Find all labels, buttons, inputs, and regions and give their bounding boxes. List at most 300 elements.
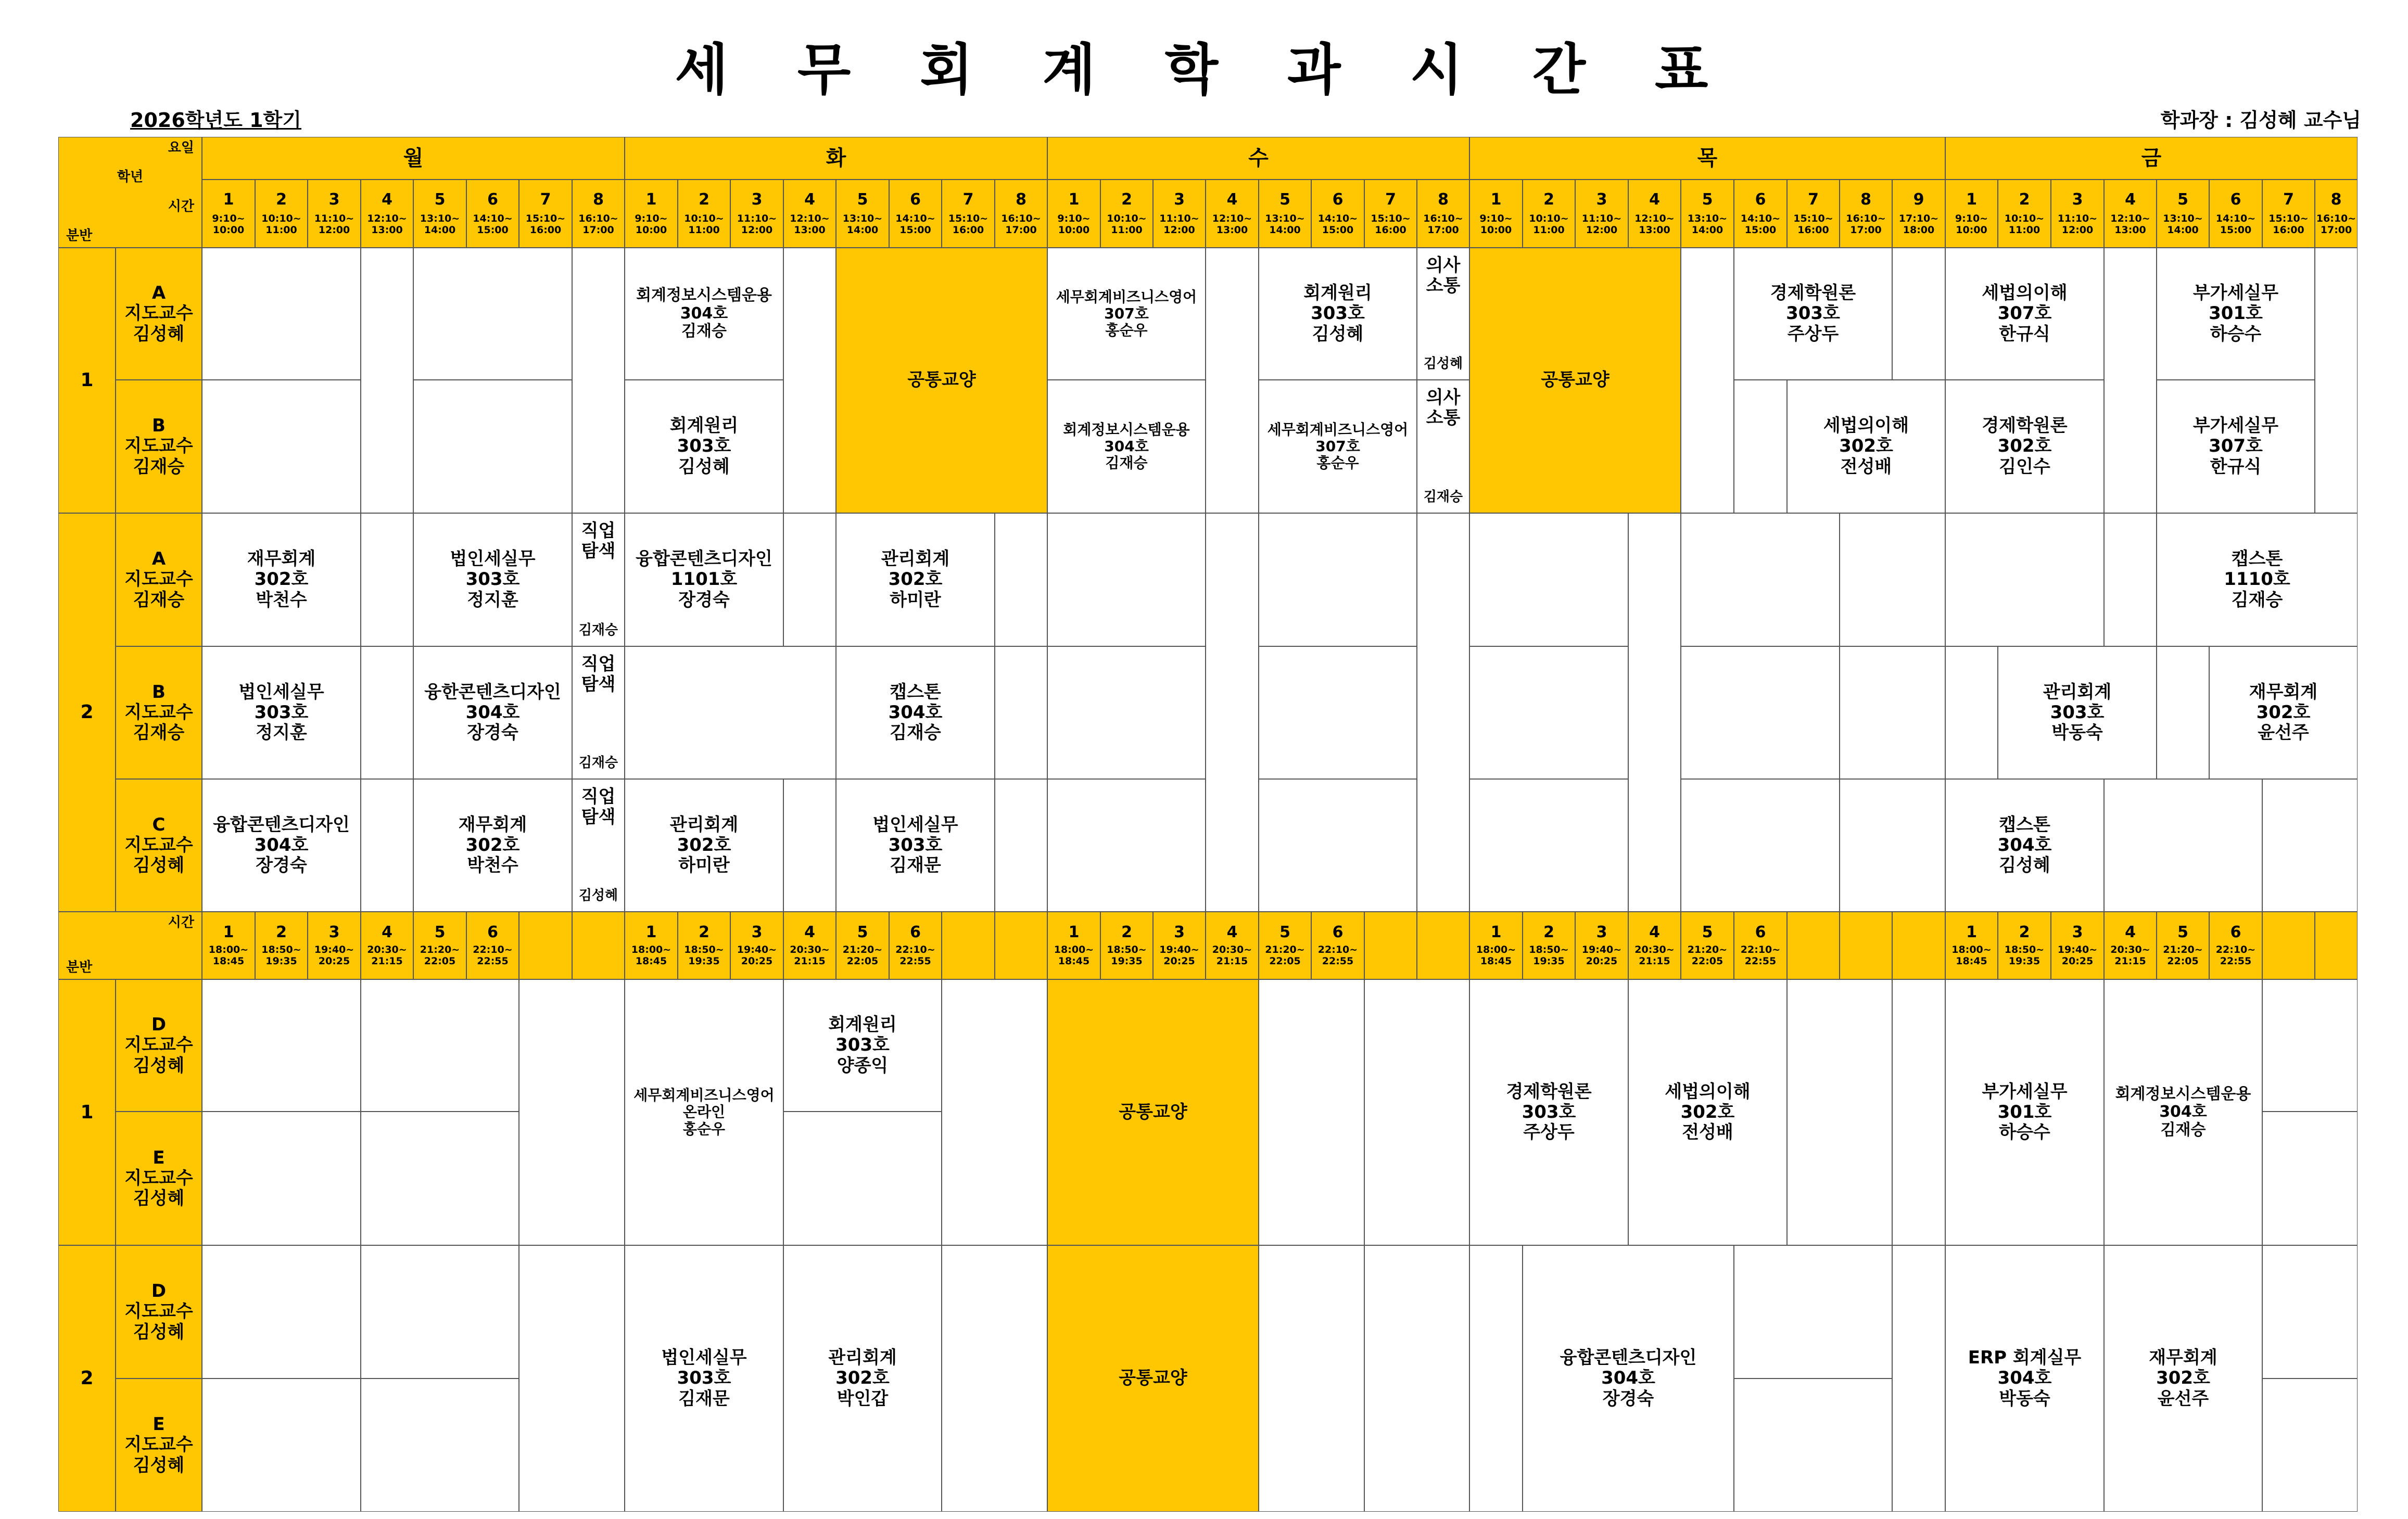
period-end-time: 10:00 [1956,224,1987,236]
course-name: 재무회계 [2249,681,2318,703]
course-professor: 하승수 [2210,323,2262,344]
empty-cell [572,248,625,513]
course-professor: 김성혜 [678,456,730,477]
period-start-time: 18:00~ [208,944,249,956]
period-end-time: 22:55 [2220,955,2252,967]
empty-cell [1734,1378,1892,1512]
course-room: 303호 [465,569,520,590]
period-start-time: 9:10~ [1955,212,1988,224]
period-end-time: 18:45 [1058,955,1090,967]
period-end-time: 21:15 [794,955,826,967]
night-period-header [2051,912,2104,979]
period-end-time: 12:00 [2061,224,2094,236]
period-number: 4 [1649,190,1660,209]
empty-cell [202,248,361,380]
course-name: 관리회계 [669,814,739,835]
period-start-time: 19:40~ [1581,944,1622,956]
period-number: 5 [434,923,446,941]
course-professor: 김재승 [578,622,618,639]
course-cell [2157,380,2315,513]
course-cell [202,646,361,779]
night-period-header [1998,912,2051,979]
course-professor: 전성배 [1682,1122,1733,1143]
night-corner-header [58,912,202,979]
period-end-time: 12:00 [318,224,350,236]
period-header [1681,180,1734,248]
course-professor: 홍순우 [1105,322,1148,339]
period-end-time: 22:55 [1322,955,1354,967]
empty-cell [1047,513,1206,646]
course-professor: 정지훈 [467,589,518,610]
period-number: 3 [1596,190,1607,209]
period-start-time: 15:10~ [2268,212,2309,224]
course-room: 302호 [465,834,520,856]
section-cell [116,646,202,779]
period-start-time: 13:10~ [1687,212,1728,224]
night-period-header [783,912,836,979]
period-number: 8 [1860,190,1871,209]
period-start-time: 10:10~ [261,212,301,224]
course-name: 캡스톤 [2231,548,2283,570]
period-start-time: 15:10~ [1793,212,1833,224]
course-room: 307호 [1997,303,2052,324]
empty-cell [1892,979,1945,1245]
course-professor: 전성배 [1840,456,1892,477]
period-start-time: 21:20~ [1687,944,1728,956]
empty-cell [783,1112,942,1245]
empty-cell [2262,1112,2358,1245]
period-number: 1 [223,190,234,209]
course-room: 304호 [680,304,728,323]
empty-cell [519,1245,625,1512]
course-name: 법인세실무 [450,548,536,570]
empty-cell [2262,1245,2358,1378]
empty-cell [1734,1245,1892,1378]
course-room: 303호 [677,1368,731,1389]
night-period-header [255,912,308,979]
night-period-header [1206,912,1259,979]
period-end-time: 10:00 [212,224,245,236]
period-header [1734,180,1787,248]
corner-label: 분반 [66,228,93,244]
period-start-time: 21:20~ [1265,944,1305,956]
period-number: 2 [2019,923,2030,941]
empty-cell [2262,779,2358,912]
empty-cell [2104,779,2262,912]
empty-cell [413,380,572,513]
period-header [361,180,413,248]
course-name: 융합콘텐츠디자인 [1560,1347,1697,1369]
period-end-time: 12:00 [1163,224,1195,236]
period-start-time: 19:40~ [1159,944,1199,956]
course-name: 의사 소통 [1426,255,1461,297]
empty-cell [942,979,1047,1245]
course-cell [572,779,625,912]
day-header: 수 [1047,137,1469,180]
period-number: 5 [1702,190,1713,209]
period-number: 3 [751,190,763,209]
section-letter: E [153,1414,165,1435]
period-start-time: 18:50~ [1529,944,1569,956]
course-cell [1787,380,1945,513]
period-end-time: 10:00 [635,224,667,236]
period-number: 5 [857,190,868,209]
empty-cell [783,779,836,912]
period-start-time: 14:10~ [473,212,513,224]
period-end-time: 22:55 [1744,955,1777,967]
advisor-label: 지도교수 [124,436,193,457]
course-room: 304호 [888,701,943,723]
department-chair-label: 학과장 : 김성혜 교수님 [2160,109,2361,132]
course-name: 부가세실무 [2192,415,2279,437]
course-room: 302호 [2256,701,2311,723]
course-cell [1945,380,2104,513]
period-number: 4 [2125,923,2136,941]
period-start-time: 21:20~ [842,944,883,956]
course-name: 세무회계비즈니스영어 [1267,420,1409,438]
period-number: 5 [2177,923,2188,941]
period-number: 7 [1385,190,1396,209]
period-number: 1 [1966,923,1977,941]
period-header [1417,180,1469,248]
course-professor: 하승수 [1999,1122,2050,1143]
period-start-time: 14:10~ [1740,212,1781,224]
empty-cell [202,1112,361,1245]
period-number: 4 [382,923,392,941]
corner-label: 요일 [168,140,194,156]
night-period-header [1047,912,1100,979]
period-start-time: 10:10~ [1529,212,1569,224]
period-header [1945,180,1998,248]
course-name: 법인세실무 [661,1347,747,1369]
course-cell [836,646,995,779]
period-start-time: 13:10~ [2163,212,2203,224]
empty-cell [1681,248,1734,513]
period-number: 4 [804,923,815,941]
section-letter: A [151,283,166,304]
period-header [1364,180,1417,248]
period-number: 5 [434,190,446,209]
course-cell [625,380,783,513]
advisor-label: 지도교수 [124,569,193,590]
course-name: 직업 탐색 [581,520,616,562]
period-header [1469,180,1523,248]
period-end-time: 13:00 [1216,224,1248,236]
course-name: 융합콘텐츠디자인 [213,814,350,835]
section-cell [116,380,202,513]
period-start-time: 11:10~ [737,212,777,224]
period-number: 2 [276,190,287,209]
period-header [202,180,255,248]
period-end-time: 16:00 [2273,224,2304,236]
night-period-header [466,912,519,979]
night-period-header [1100,912,1153,979]
period-end-time: 11:00 [688,224,720,236]
course-cell [2157,513,2358,646]
course-professor: 주상두 [1523,1122,1575,1143]
period-end-time: 22:05 [424,955,456,967]
period-start-time: 13:10~ [420,212,460,224]
course-room: 304호 [1104,437,1149,455]
empty-cell [1047,779,1206,912]
period-number: 3 [1596,923,1607,941]
period-header [1840,180,1892,248]
period-end-time: 18:45 [1480,955,1512,967]
grade-cell: 1 [58,248,116,513]
course-name: 관리회계 [881,548,950,570]
course-cell [1945,1245,2104,1512]
empty-cell [361,1378,519,1512]
night-period-header [519,912,572,979]
course-professor: 윤선주 [2157,1388,2209,1409]
period-number: 8 [593,190,604,209]
period-number: 4 [1226,923,1238,941]
course-cell [625,248,783,380]
empty-cell [1259,1245,1364,1512]
period-end-time: 22:05 [2167,955,2199,967]
period-end-time: 16:00 [1375,224,1406,236]
period-header [783,180,836,248]
page-title: 세 무 회 계 학 과 시 간 표 [675,38,1733,102]
advisor-label: 지도교수 [124,303,193,324]
period-end-time: 19:35 [2008,955,2041,967]
advisor-label: 지도교수 [124,1035,193,1056]
empty-cell [361,779,413,912]
period-end-time: 19:35 [265,955,297,967]
empty-cell [1259,646,1417,779]
period-end-time: 16:00 [952,224,984,236]
empty-cell [361,979,519,1112]
period-start-time: 13:10~ [1265,212,1305,224]
advisor-name: 김성혜 [133,1055,185,1076]
period-header [255,180,308,248]
course-professor: 홍순우 [682,1120,726,1138]
period-start-time: 19:40~ [737,944,777,956]
night-period-header [2104,912,2157,979]
course-room: 307호 [1315,437,1360,455]
corner-label: 학년 [117,169,144,185]
period-end-time: 13:00 [371,224,403,236]
period-number: 6 [1332,190,1344,209]
empty-cell [995,513,1047,646]
period-end-time: 20:25 [318,955,350,967]
night-period-header [202,912,255,979]
period-header [1575,180,1628,248]
period-header [308,180,361,248]
advisor-name: 김성혜 [133,1188,185,1209]
grade-cell: 1 [58,979,116,1245]
section-letter: C [152,814,166,835]
course-name: 회계정보시스템운용 [2115,1084,2251,1103]
night-period-header [1945,912,1998,979]
period-start-time: 20:30~ [367,944,407,956]
period-end-time: 10:00 [1480,224,1512,236]
period-start-time: 13:10~ [842,212,883,224]
period-end-time: 17:00 [1427,224,1459,236]
course-professor: 박동숙 [2051,722,2103,744]
empty-cell [1945,646,1998,779]
empty-cell [942,1245,1047,1512]
course-cell [572,513,625,646]
empty-cell [1206,248,1259,513]
period-start-time: 14:10~ [1317,212,1358,224]
period-header [942,180,995,248]
course-cell [836,779,995,912]
course-room: 303호 [1786,303,1840,324]
period-header [730,180,783,248]
course-name: 관리회계 [828,1347,897,1369]
period-number: 8 [2330,190,2342,209]
period-start-time: 18:50~ [1107,944,1147,956]
advisor-name: 김성혜 [133,1321,185,1343]
empty-cell [1945,513,2104,646]
day-header: 금 [1945,137,2358,180]
course-room: 303호 [1311,303,1365,324]
course-name: 부가세실무 [1982,1081,2068,1102]
night-period-header [361,912,413,979]
course-cell [2209,646,2358,779]
period-end-time: 11:00 [1533,224,1565,236]
period-header [466,180,519,248]
advisor-label: 지도교수 [124,1301,193,1322]
advisor-label: 지도교수 [124,1167,193,1189]
period-end-time: 16:00 [1797,224,1829,236]
period-end-time: 12:00 [1586,224,1618,236]
period-header [519,180,572,248]
empty-cell [1681,779,1840,912]
course-professor: 정지훈 [256,722,307,744]
night-period-header [413,912,466,979]
course-cell [625,779,783,912]
course-cell [1734,248,1892,380]
period-start-time: 20:30~ [2110,944,2150,956]
course-room: 301호 [2209,303,2263,324]
period-end-time: 21:15 [1216,955,1248,967]
common-elective-cell: 공통교양 [836,248,1047,513]
period-number: 3 [1174,190,1185,209]
course-cell [625,1245,783,1512]
empty-cell [1469,513,1628,646]
common-elective-cell: 공통교양 [1469,248,1681,513]
period-start-time: 18:00~ [1476,944,1516,956]
advisor-label: 지도교수 [124,1434,193,1456]
period-number: 1 [1068,190,1080,209]
advisor-name: 김성혜 [133,323,185,344]
period-number: 7 [1808,190,1819,209]
course-name: ERP 회계실무 [1968,1347,2082,1369]
course-cell [1945,248,2104,380]
period-start-time: 12:10~ [2110,212,2150,224]
night-period-header [1364,912,1417,979]
period-number: 3 [328,923,340,941]
course-room: 302호 [1680,1101,1735,1122]
course-professor: 김재승 [2160,1120,2206,1139]
period-start-time: 17:10~ [1898,212,1939,224]
period-start-time: 16:10~ [1423,212,1463,224]
period-number: 3 [751,923,763,941]
common-elective-cell: 공통교양 [1047,979,1259,1245]
period-end-time: 14:00 [846,224,879,236]
night-period-header [1153,912,1206,979]
course-professor: 주상두 [1787,323,1839,344]
grade-cell: 2 [58,513,116,912]
period-number: 2 [1543,923,1554,941]
period-end-time: 17:00 [1850,224,1882,236]
course-cell [202,513,361,646]
period-end-time: 13:00 [1639,224,1670,236]
empty-cell [361,646,413,779]
course-room: 302호 [1997,436,2052,457]
course-cell [836,513,995,646]
course-professor: 윤선주 [2258,722,2309,744]
period-number: 2 [276,923,287,941]
corner-label: 시간 [168,915,194,930]
period-end-time: 10:00 [1058,224,1090,236]
period-start-time: 9:10~ [635,212,668,224]
period-start-time: 9:10~ [212,212,245,224]
course-room: 303호 [677,436,731,457]
period-end-time: 12:00 [741,224,773,236]
course-room: 303호 [835,1035,890,1056]
course-name: 융한콘텐츠디자인 [424,681,561,703]
night-period-header [1417,912,1469,979]
period-end-time: 19:35 [1533,955,1565,967]
section-letter: B [152,415,166,437]
night-period-header [572,912,625,979]
advisor-label: 지도교수 [124,834,193,856]
course-name: 법인세실무 [872,814,958,835]
period-end-time: 21:15 [371,955,403,967]
period-end-time: 21:15 [2114,955,2146,967]
period-start-time: 22:10~ [2215,944,2256,956]
night-period-header [625,912,678,979]
empty-cell [1787,979,1892,1245]
course-name: 캡스톤 [890,681,941,703]
period-end-time: 19:35 [688,955,720,967]
period-header [1998,180,2051,248]
period-end-time: 13:00 [794,224,826,236]
period-number: 2 [1121,923,1132,941]
course-room: 304호 [2159,1103,2207,1121]
period-number: 6 [1755,923,1766,941]
course-room: 302호 [2156,1368,2210,1389]
period-end-time: 15:00 [1322,224,1354,236]
empty-cell [1259,513,1417,646]
course-name: 세법의이해 [1823,415,1909,437]
empty-cell [625,646,836,779]
period-start-time: 21:20~ [2163,944,2203,956]
period-header [2315,180,2358,248]
period-start-time: 12:10~ [1212,212,1252,224]
period-number: 6 [487,923,498,941]
course-name: 회계원리 [1303,283,1372,304]
period-start-time: 11:10~ [1581,212,1622,224]
course-professor: 김재문 [890,855,941,876]
period-start-time: 12:10~ [790,212,830,224]
course-room: 302호 [835,1368,890,1389]
course-name: 직업 탐색 [581,654,616,695]
course-professor: 김성혜 [1423,356,1463,372]
period-number: 2 [699,923,709,941]
section-cell [116,979,202,1112]
advisor-name: 김성혜 [133,855,185,876]
course-room: 302호 [677,834,731,856]
night-period-header [836,912,889,979]
period-number: 4 [382,190,392,209]
period-start-time: 15:10~ [948,212,988,224]
course-name: 법인세실무 [238,681,324,703]
period-number: 5 [857,923,868,941]
